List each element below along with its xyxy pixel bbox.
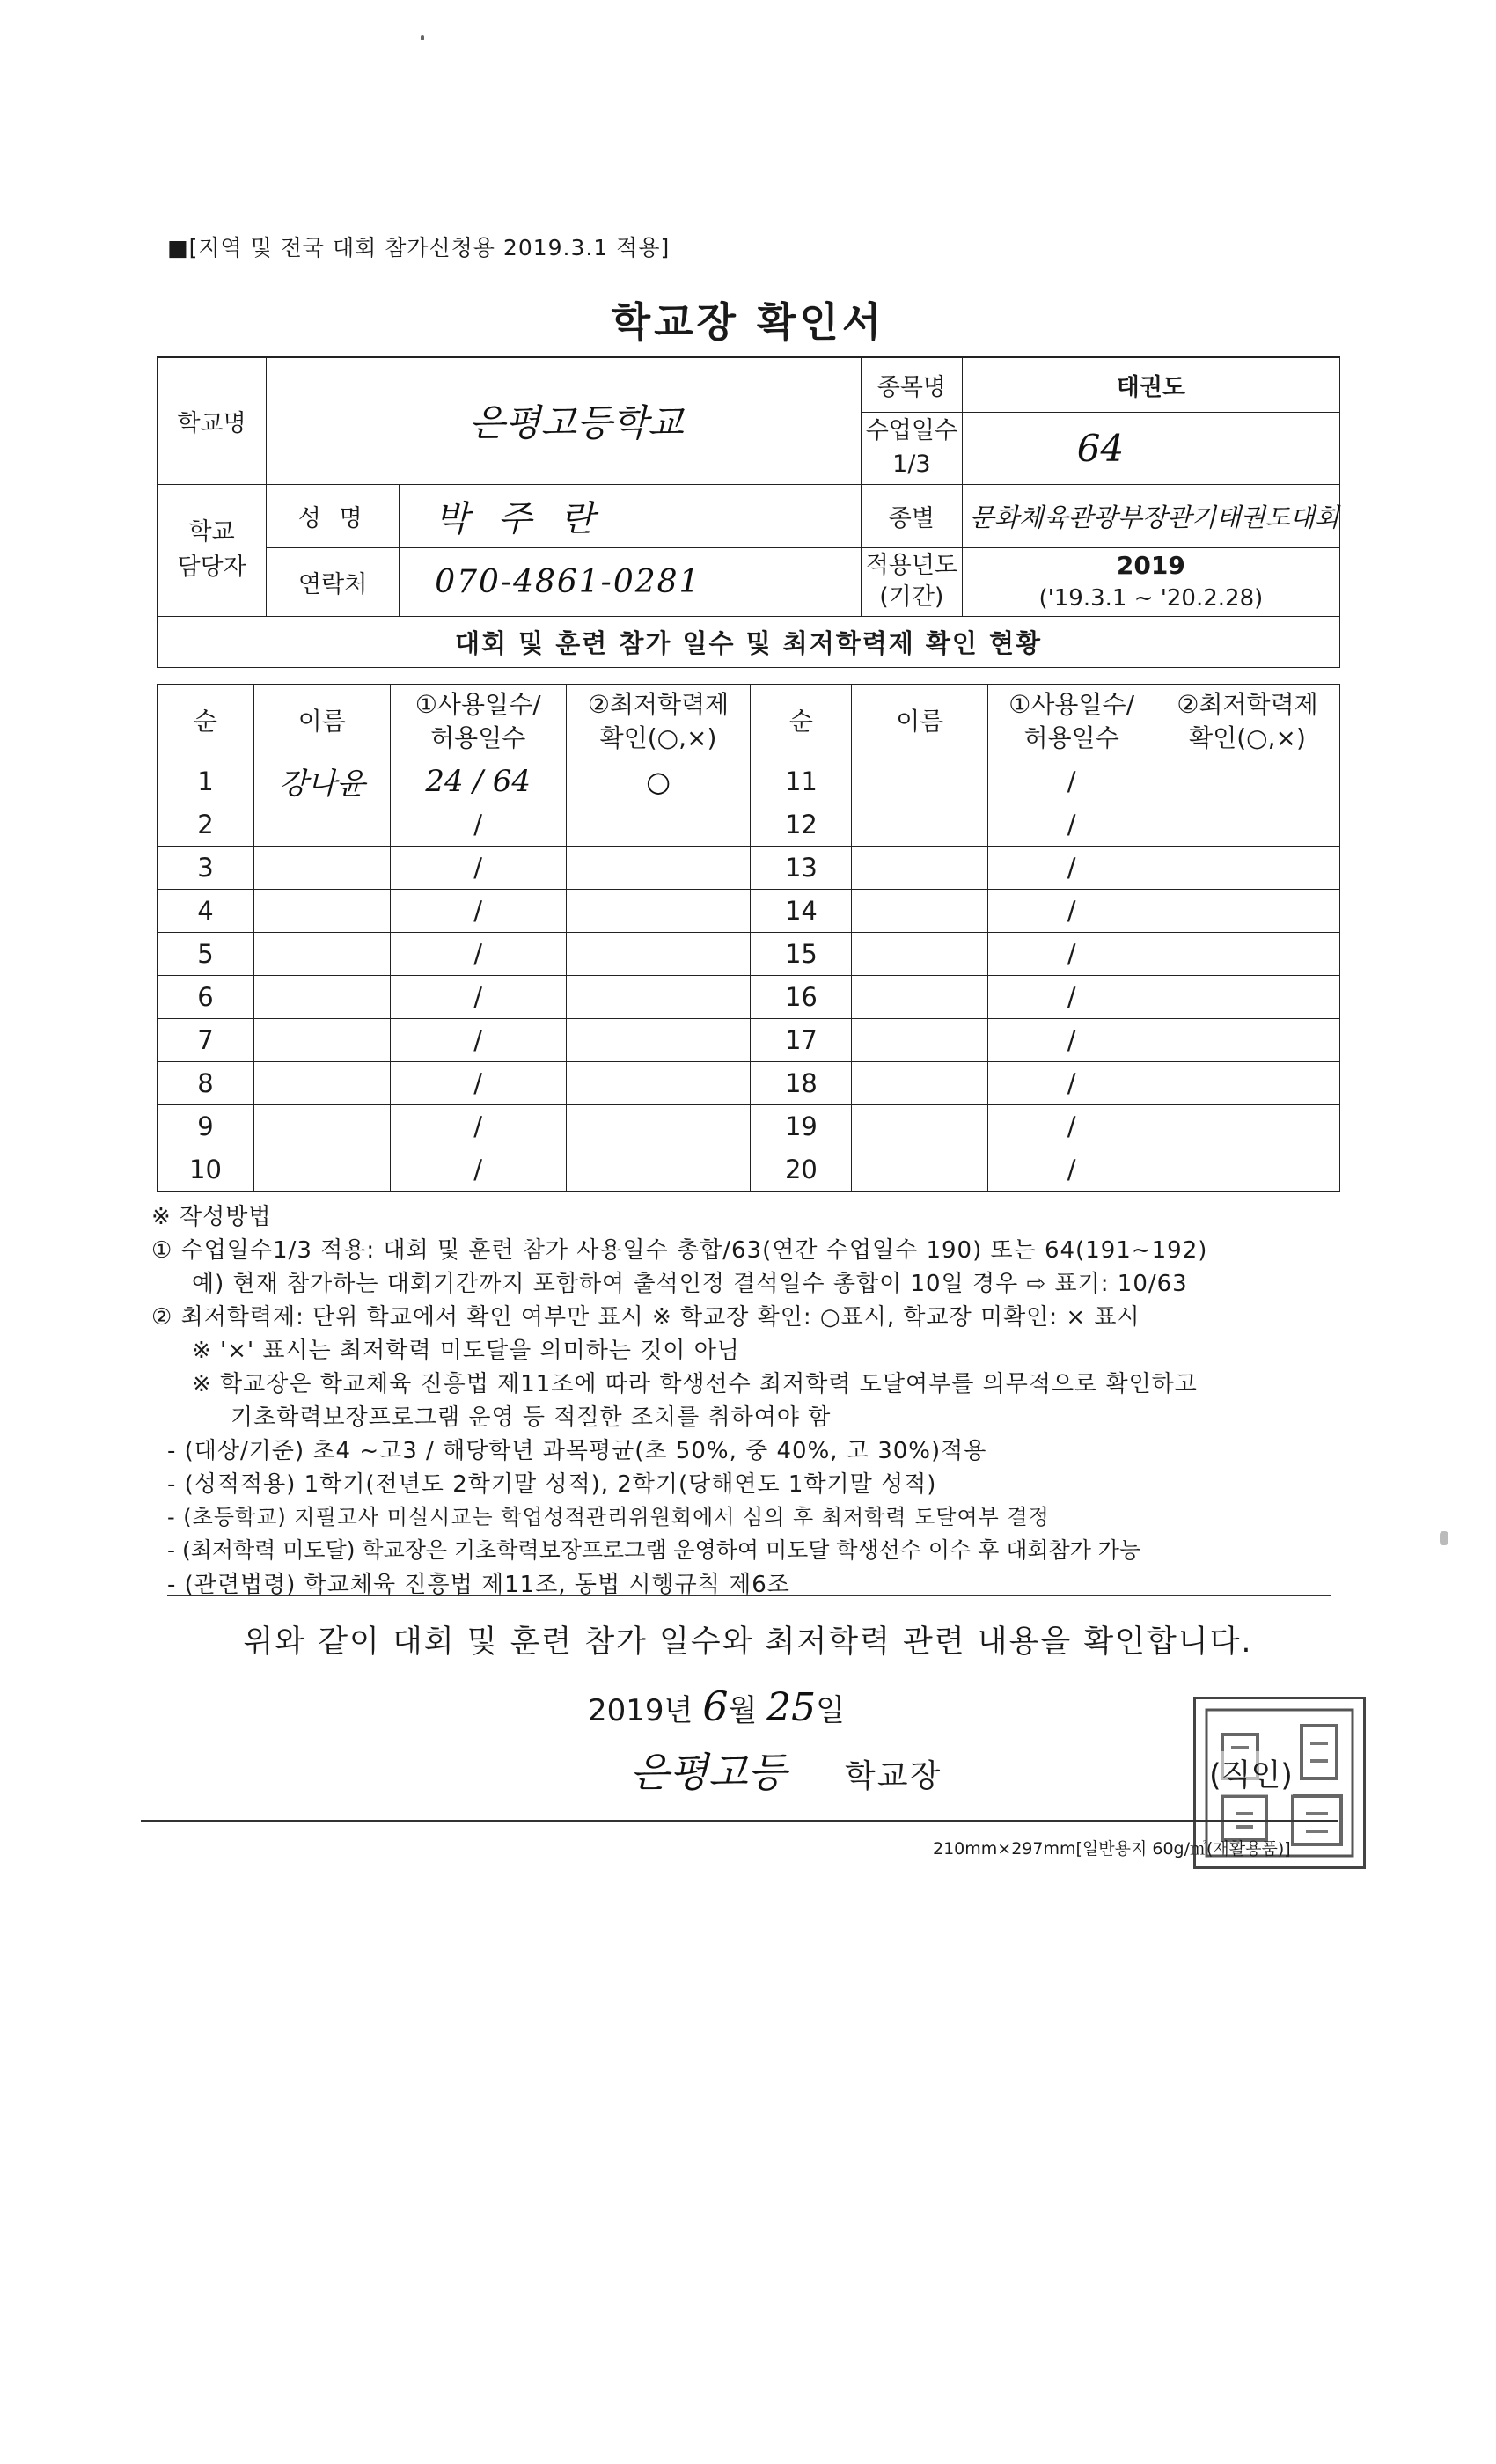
row-name	[253, 847, 390, 890]
row-days: /	[390, 890, 566, 933]
row-days: /	[390, 1148, 566, 1192]
row-no: 2	[158, 803, 254, 847]
note-line: - (관련법령) 학교체육 진흥법 제11조, 동법 시행규칙 제6조	[167, 1572, 790, 1598]
row-name	[852, 890, 988, 933]
date-year: 2019년	[588, 1693, 693, 1728]
year-label-1: 적용년도	[865, 552, 958, 579]
scan-speck	[421, 35, 424, 40]
row-min	[1155, 976, 1340, 1019]
note-line: - (성적적용) 1학기(전년도 2학기말 성적), 2학기(당해연도 1학기말 성적)	[167, 1471, 937, 1498]
row-name	[253, 890, 390, 933]
category-label: 종별	[861, 484, 962, 547]
class-days-label-2: 1/3	[892, 451, 931, 478]
col-days-right-2: 허용일수	[1023, 723, 1119, 752]
row-days: /	[390, 847, 566, 890]
school-label: 학교명	[158, 357, 267, 484]
confirm-text: 위와 같이 대회 및 훈련 참가 일수와 최저학력 관련 내용을 확인합니다.	[243, 1624, 1253, 1660]
row-no: 16	[751, 976, 852, 1019]
col-no-left: 순	[158, 685, 254, 759]
row-days: /	[988, 890, 1155, 933]
notes-heading: ※ 작성방법	[151, 1204, 272, 1230]
year-value: 2019	[1116, 550, 1185, 580]
row-name	[852, 803, 988, 847]
row-name	[253, 976, 390, 1019]
row-no: 3	[158, 847, 254, 890]
row-no: 5	[158, 933, 254, 976]
row-name	[253, 933, 390, 976]
note-line: 기초학력보장프로그램 운영 등 적절한 조치를 취하여야 함	[231, 1404, 832, 1431]
row-days: /	[988, 759, 1155, 803]
status-table	[157, 684, 1340, 1192]
class-days-value: 64	[962, 412, 1339, 484]
note-line: - (최저학력 미도달) 학교장은 기초학력보장프로그램 운영하여 미도달 학생선수 이수 후 대회참가 가능	[167, 1537, 1141, 1563]
col-name-left: 이름	[253, 685, 390, 759]
row-days: /	[988, 1019, 1155, 1062]
note-line: 예) 현재 참가하는 대회기간까지 포함하여 출석인정 결석일수 총합이 10일 경우 ⇨ 표기: 10/63	[192, 1271, 1188, 1297]
period-value: ('19.3.1 ~ '20.2.28)	[1038, 584, 1264, 612]
row-name	[253, 1019, 390, 1062]
row-no: 7	[158, 1019, 254, 1062]
row-days: /	[390, 1062, 566, 1105]
bottom-divider	[141, 1820, 1338, 1822]
row-days: /	[988, 1062, 1155, 1105]
row-name	[852, 1148, 988, 1192]
table-row	[158, 890, 1340, 933]
row-name	[852, 847, 988, 890]
row-name	[852, 1105, 988, 1148]
table-row	[158, 933, 1340, 976]
row-days: 24 / 64	[390, 759, 566, 803]
row-no: 13	[751, 847, 852, 890]
manager-label	[158, 484, 267, 616]
confirm-date	[588, 1683, 845, 1730]
row-days: /	[390, 803, 566, 847]
school-info-form	[157, 356, 1340, 668]
col-days-left-2: 허용일수	[430, 723, 526, 752]
col-min-right-2: 확인(○,×)	[1189, 723, 1306, 752]
class-days-label	[861, 412, 962, 484]
principal-title: 학교장	[845, 1758, 942, 1794]
row-no: 6	[158, 976, 254, 1019]
row-no: 15	[751, 933, 852, 976]
row-days: /	[988, 847, 1155, 890]
row-no: 10	[158, 1148, 254, 1192]
date-month-unit: 월	[728, 1693, 758, 1728]
table-row	[158, 1148, 1340, 1192]
col-min-left-2: 확인(○,×)	[599, 723, 717, 752]
row-min	[566, 803, 751, 847]
row-no: 17	[751, 1019, 852, 1062]
divider	[167, 1595, 1331, 1596]
header-note: ■[지역 및 전국 대회 참가신청용 2019.3.1 적용]	[167, 235, 671, 260]
row-days: /	[988, 933, 1155, 976]
scan-speck	[1440, 1531, 1448, 1545]
row-days: /	[988, 1148, 1155, 1192]
row-no: 8	[158, 1062, 254, 1105]
page-title: 학교장 확인서	[611, 298, 885, 346]
row-days: /	[390, 1105, 566, 1148]
class-days-label-1: 수업일수	[865, 417, 958, 444]
row-name	[253, 1105, 390, 1148]
row-name	[852, 759, 988, 803]
event-label: 종목명	[861, 357, 962, 412]
row-min	[1155, 803, 1340, 847]
paper-spec: 210mm×297mm[일반용지 60g/㎡(재활용품)]	[933, 1839, 1291, 1859]
row-no: 12	[751, 803, 852, 847]
note-line: - (대상/기준) 초4 ~고3 / 해당학년 과목평균(초 50%, 중 40%, 고 30%)적용	[167, 1438, 987, 1464]
row-name	[253, 1062, 390, 1105]
row-min	[1155, 933, 1340, 976]
row-no: 9	[158, 1105, 254, 1148]
row-min	[566, 1062, 751, 1105]
row-min	[1155, 890, 1340, 933]
row-min	[566, 890, 751, 933]
category-value: 문화체육관광부장관기태권도대회	[962, 484, 1339, 547]
col-name-right: 이름	[852, 685, 988, 759]
row-name	[852, 1062, 988, 1105]
col-days-right	[988, 685, 1155, 759]
table-row	[158, 1062, 1340, 1105]
row-min	[1155, 1019, 1340, 1062]
row-min: ○	[566, 759, 751, 803]
seal-label: (직인)	[1209, 1751, 1293, 1795]
row-min	[1155, 1105, 1340, 1148]
row-no: 20	[751, 1148, 852, 1192]
row-days: /	[988, 1105, 1155, 1148]
row-min	[1155, 847, 1340, 890]
date-day-unit: 일	[816, 1693, 845, 1728]
contact-label: 연락처	[267, 547, 400, 616]
row-min	[566, 1148, 751, 1192]
row-name	[852, 1019, 988, 1062]
table-row	[158, 976, 1340, 1019]
row-name	[253, 1148, 390, 1192]
year-value-cell	[962, 547, 1339, 616]
col-no-right: 순	[751, 685, 852, 759]
table-row	[158, 1019, 1340, 1062]
table-row	[158, 847, 1340, 890]
school-signature: 은평고등	[630, 1749, 787, 1796]
school-value: 은평고등학교	[267, 357, 862, 484]
row-min	[1155, 1148, 1340, 1192]
row-min	[566, 976, 751, 1019]
row-days: /	[390, 976, 566, 1019]
row-name: 강나윤	[253, 759, 390, 803]
col-days-left	[390, 685, 566, 759]
row-days: /	[390, 1019, 566, 1062]
row-no: 14	[751, 890, 852, 933]
note-line: ② 최저학력제: 단위 학교에서 확인 여부만 표시 ※ 학교장 확인: ○표시, 학교장 미확인: × 표시	[151, 1304, 1140, 1331]
col-min-left-1: ②최저학력제	[587, 690, 730, 719]
row-no: 19	[751, 1105, 852, 1148]
row-days: /	[988, 803, 1155, 847]
row-days: /	[390, 933, 566, 976]
name-label: 성 명	[267, 484, 400, 547]
manager-label-2: 담당자	[177, 554, 246, 581]
date-day: 25	[766, 1685, 817, 1730]
row-min	[566, 1105, 751, 1148]
col-min-left	[566, 685, 751, 759]
row-no: 1	[158, 759, 254, 803]
row-min	[566, 933, 751, 976]
row-no: 11	[751, 759, 852, 803]
contact-value: 070-4861-0281	[400, 547, 862, 616]
table-row	[158, 1105, 1340, 1148]
row-days: /	[988, 976, 1155, 1019]
note-line: ※ '×' 표시는 최저학력 미도달을 의미하는 것이 아님	[192, 1338, 740, 1364]
row-min	[1155, 759, 1340, 803]
row-name	[253, 803, 390, 847]
table-row	[158, 759, 1340, 803]
row-min	[1155, 1062, 1340, 1105]
event-value: 태권도	[962, 357, 1339, 412]
manager-label-1: 학교	[188, 518, 235, 546]
manager-name-value: 박 주 란	[400, 484, 862, 547]
row-name	[852, 933, 988, 976]
year-label-2: (기간)	[879, 583, 944, 611]
row-min	[566, 1019, 751, 1062]
status-title: 대회 및 훈련 참가 일수 및 최저학력제 확인 현황	[158, 616, 1340, 667]
note-line: ※ 학교장은 학교체육 진흥법 제11조에 따라 학생선수 최저학력 도달여부를 의무적으로 확인하고	[192, 1371, 1198, 1397]
col-min-right	[1155, 685, 1340, 759]
col-min-right-1: ②최저학력제	[1177, 690, 1318, 719]
row-min	[566, 847, 751, 890]
row-no: 18	[751, 1062, 852, 1105]
row-no: 4	[158, 890, 254, 933]
row-name	[852, 976, 988, 1019]
col-days-right-1: ①사용일수/	[1008, 690, 1135, 719]
note-line: - (초등학교) 지필고사 미실시교는 학업성적관리위원회에서 심의 후 최저학력 도달여부 결정	[167, 1505, 1050, 1529]
col-days-left-1: ①사용일수/	[414, 690, 541, 719]
year-label	[861, 547, 962, 616]
note-line: ① 수업일수1/3 적용: 대회 및 훈련 참가 사용일수 총합/63(연간 수업일수 190) 또는 64(191~192)	[151, 1237, 1208, 1264]
date-month: 6	[702, 1683, 729, 1730]
table-row	[158, 803, 1340, 847]
